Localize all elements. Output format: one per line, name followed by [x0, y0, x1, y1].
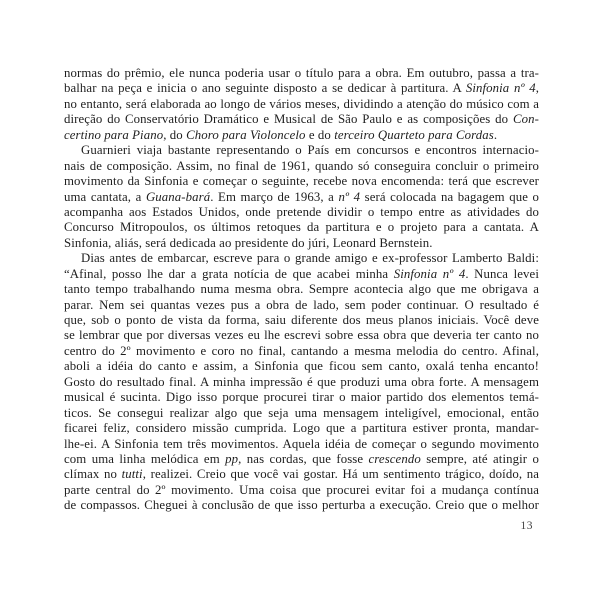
text-run: aboli a idéia do canto e assim, a Sinfonia que ficou sem canto, oxalá tenha encanto!	[64, 359, 539, 374]
text-run: Dias antes de embarcar, escreve para o grande amigo e ex-professor Lamberto Baldi:	[81, 251, 539, 266]
text-line	[64, 128, 539, 143]
text-run: ,	[535, 81, 540, 96]
text-run: tanto tempo trabalhando numa mesma obra. Sempre acontecia algo que me obrigava a	[64, 282, 539, 297]
text-run: com uma linha melódica em	[64, 451, 226, 466]
italic-text-run: terceiro Quarteto para Cordas	[334, 127, 494, 142]
paragraph	[64, 66, 539, 143]
text-run: se lembrar que por diversas vezes eu lhe escrevi sobre essa obra que deveria ter canto no	[64, 328, 539, 343]
text-line	[64, 220, 539, 235]
text-run: Guarnieri viaja bastante representando o País em concursos e encontros internacio-	[81, 143, 539, 158]
text-run: e do	[305, 127, 335, 142]
text-line	[64, 359, 539, 374]
text-run: normas do prêmio, ele nunca poderia usar o título para a obra. Em outubro, passa a tra-	[64, 66, 539, 80]
text-line	[64, 81, 539, 96]
text-run: Concurso Mitropoulos, os últimos retoques da partitura e o projeto para a cantata. A	[64, 220, 539, 235]
text-run: .	[493, 127, 498, 142]
text-run: será colocada na bagagem que o	[360, 189, 540, 204]
text-line	[64, 174, 539, 189]
text-run: parte central do 2º movimento. Uma coisa que procurei evitar foi a mudança contínua	[64, 482, 539, 497]
italic-text-run: Sinfonia nº 4	[465, 81, 536, 96]
text-line	[64, 421, 539, 436]
text-run: nais de composição. Assim, no final de 1961, quando só conseguira concluir o primeiro	[64, 158, 539, 173]
text-run: Sinfonia, aliás, será dedicada ao presidente do júri, Leonard Bernstein.	[64, 235, 433, 250]
text-run: no entanto, será elaborada ao longo de vários meses, dividindo a atenção do músico com a	[64, 96, 539, 111]
text-line	[64, 328, 539, 343]
text-run: “Afinal, posso lhe dar a grata notícia de que acabei minha	[64, 266, 394, 281]
italic-text-run: crescendo	[368, 451, 421, 466]
text-run: balhar na peça e inicia o ano seguinte disposto a se dedicar à partitura. A	[64, 81, 466, 96]
text-run: de compassos. Cheguei à conclusão de que isso perturba a execução. Creio que o melhor	[64, 498, 539, 513]
text-line	[64, 467, 539, 482]
paragraph	[64, 143, 539, 251]
italic-text-run: Con-	[513, 112, 539, 127]
text-run: , do	[163, 127, 187, 142]
text-run: lhe-ei. A Sinfonia tem três movimentos. Aquela idéia de começar o segundo movimento	[64, 436, 539, 451]
page-number: 13	[520, 520, 533, 532]
text-run: acompanha aos Estados Unidos, onde pretende dividir o tempo entre as atividades do	[64, 204, 539, 219]
italic-text-run: Choro para Violoncelo	[186, 127, 306, 142]
text-line	[64, 406, 539, 421]
text-line	[64, 375, 539, 390]
text-line	[64, 498, 539, 513]
italic-text-run: nº 4	[338, 189, 361, 204]
italic-text-run: certino para Piano	[64, 127, 164, 142]
text-line	[64, 66, 539, 81]
text-line	[64, 251, 539, 266]
text-line	[64, 190, 539, 205]
italic-text-run: tutti	[121, 467, 143, 482]
text-run: . Nunca levei	[465, 266, 539, 281]
italic-text-run: Sinfonia nº 4	[393, 266, 466, 281]
text-run: Gosto do resultado final. A minha impressão é que produzi uma obra forte. A mensagem	[64, 374, 539, 389]
text-run: centro do 2º movimento e coro no final, cantando a mesma melodia do centro. Afinal,	[64, 343, 539, 358]
text-line	[64, 344, 539, 359]
text-run: ticos. Se consegui realizar algo que seja uma mensagem inteligível, emocional, então	[64, 405, 539, 420]
text-line	[64, 112, 539, 127]
text-run: movimento da Sinfonia e começar o seguinte, recebe nova encomenda: terá que escrever	[64, 174, 539, 189]
text-run: , nas cordas, que fosse	[238, 451, 369, 466]
text-line	[64, 452, 539, 467]
text-run: , realizei. Creio que você vai gostar. Há um sentimento trágico, doído, na	[142, 467, 539, 482]
text-line	[64, 267, 539, 282]
text-run: uma cantata, a	[64, 189, 146, 204]
text-line	[64, 437, 539, 452]
text-line	[64, 282, 539, 297]
text-run: clímax no	[64, 467, 122, 482]
text-run: . Em março de 1963, a	[210, 189, 339, 204]
text-line	[64, 298, 539, 313]
text-line	[64, 390, 539, 405]
text-line	[64, 313, 539, 328]
text-line	[64, 205, 539, 220]
italic-text-run: pp	[225, 451, 239, 466]
italic-text-run: Guana-bará	[145, 189, 211, 204]
text-line	[64, 236, 539, 251]
text-run: parar. Nem sei quantas vezes pus a obra de lado, sem poder continuar. O resultado é	[64, 297, 539, 312]
paragraph	[64, 251, 539, 513]
text-block	[64, 66, 539, 514]
text-line	[64, 97, 539, 112]
text-run: musical é sucinta. Digo isso porque procurei tirar o maior partido dos elementos temá-	[64, 390, 539, 405]
text-line	[64, 143, 539, 158]
text-run: que, sob o ponto de vista da forma, saiu diferente dos meus planos iniciais. Você deve	[64, 313, 539, 327]
text-run: sempre, até atingir o	[420, 451, 539, 466]
text-line	[64, 159, 539, 174]
text-run: ficarei feliz, considero missão cumprida. Logo que a partitura estiver pronta, mandar-	[64, 421, 539, 436]
text-run: direção do Conservatório Dramático e Musical de São Paulo e as composições do	[64, 112, 513, 127]
text-line	[64, 483, 539, 498]
